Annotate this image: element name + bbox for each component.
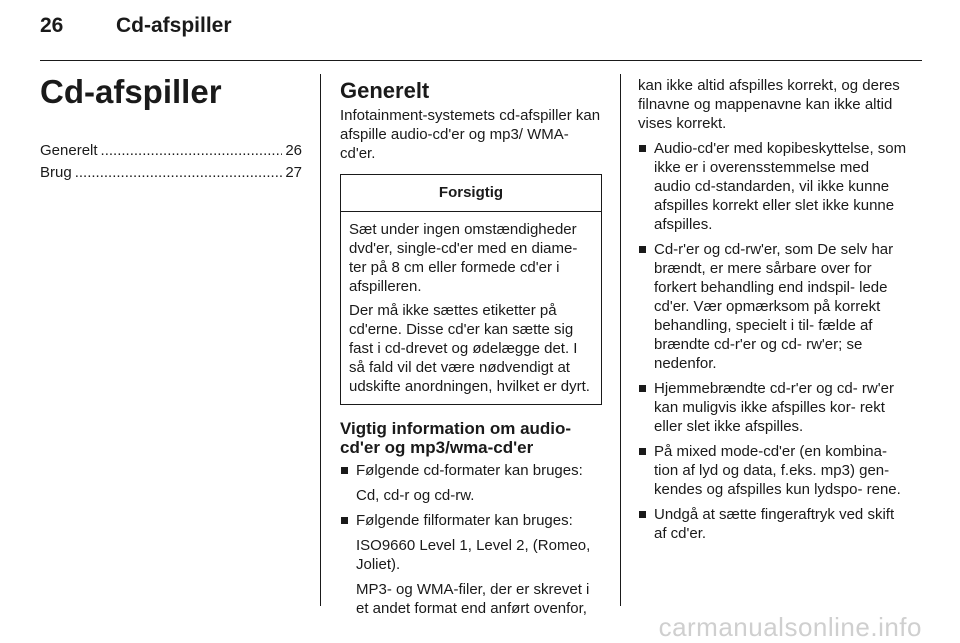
chapter-title: Cd-afspiller [40,73,222,110]
toc-label: Brug [40,164,72,181]
caution-paragraph: Der må ikke sættes etiketter på cd'erne. Disse cd'er kan sætte sig fast i cd-drevet og ødelægge det. I så fald vil det være nødvendigt at udskifte anordningen, hvilket er dyrt. [349,302,590,395]
caution-paragraph: Sæt under ingen omstændigheder dvd'er, single-cd'er med en diame- ter på 8 cm eller formede cd'er i afspilleren. [349,221,578,295]
list-item [340,511,602,618]
running-title: Cd-afspiller [116,14,232,37]
list-item: Undgå at sætte fingeraftryk ved skift af cd'er. [638,505,908,543]
caution-title: Forsigtig [341,175,601,212]
toc-leader-dots [75,162,283,184]
list-item-detail: Cd, cd-r og cd-rw. [356,487,475,504]
toc-label: Generelt [40,142,98,159]
list-item: På mixed mode-cd'er (en kombina- tion af lyd og data, f.eks. mp3) gen- kendes og afspilles kun lydspo- rene. [638,442,908,499]
watermark: carmanualsonline.info [658,612,922,642]
page-number: 26 [40,14,64,37]
list-item [340,461,602,505]
toc-page: 27 [285,164,302,181]
toc-leader-dots [101,140,283,162]
important-list [340,461,602,618]
list-item-text: Følgende filformater kan bruges: [356,512,573,529]
column-divider [320,74,321,606]
toc-entry-generelt[interactable] [40,140,302,162]
column-continued [638,76,908,549]
toc-entry-brug[interactable] [40,162,302,184]
page-header [40,14,922,48]
list-item: Cd-r'er og cd-rw'er, som De selv har brændt, er mere sårbare over for forkert behandling end indspil- lede cd'er. Vær opmærksom på korrekt behandling, specielt i til- fælde af brændte cd-r'er og cd- rw'er; se nedenfor. [638,240,908,373]
section-heading-general: Generelt [340,78,430,103]
header-rule [40,60,922,61]
caution-body [341,212,601,404]
list-item-detail: ISO9660 Level 1, Level 2, (Romeo, Joliet). [356,537,591,573]
list-item: Audio-cd'er med kopibeskyttelse, som ikke er i overensstemmelse med audio cd-standarden, vil ikke kunne afspilles korrekt eller slet ikke kunne afspilles. [638,139,908,234]
caution-box [340,174,602,405]
list-item-text: Følgende cd-formater kan bruges: [356,462,583,479]
column-general [340,78,602,624]
general-intro: Infotainment-systemets cd-afspiller kan afspille audio-cd'er og mp3/ WMA-cd'er. [340,107,601,162]
toc-page: 26 [285,142,302,159]
section-heading-important: Vigtig information om audio- cd'er og mp3/wma-cd'er [340,419,572,457]
column-divider [620,74,621,606]
list-item: Hjemmebrændte cd-r'er og cd- rw'er kan muligvis ikke afspilles kor- rekt eller slet ikke afspilles. [638,379,908,436]
list-item-detail: MP3- og WMA-filer, der er skrevet i et andet format end anført ovenfor, [356,581,590,617]
continued-text: kan ikke altid afspilles korrekt, og deres filnavne og mappenavne kan ikke altid vises korrekt. [638,77,900,132]
notes-list [638,139,908,543]
column-toc [40,72,302,184]
